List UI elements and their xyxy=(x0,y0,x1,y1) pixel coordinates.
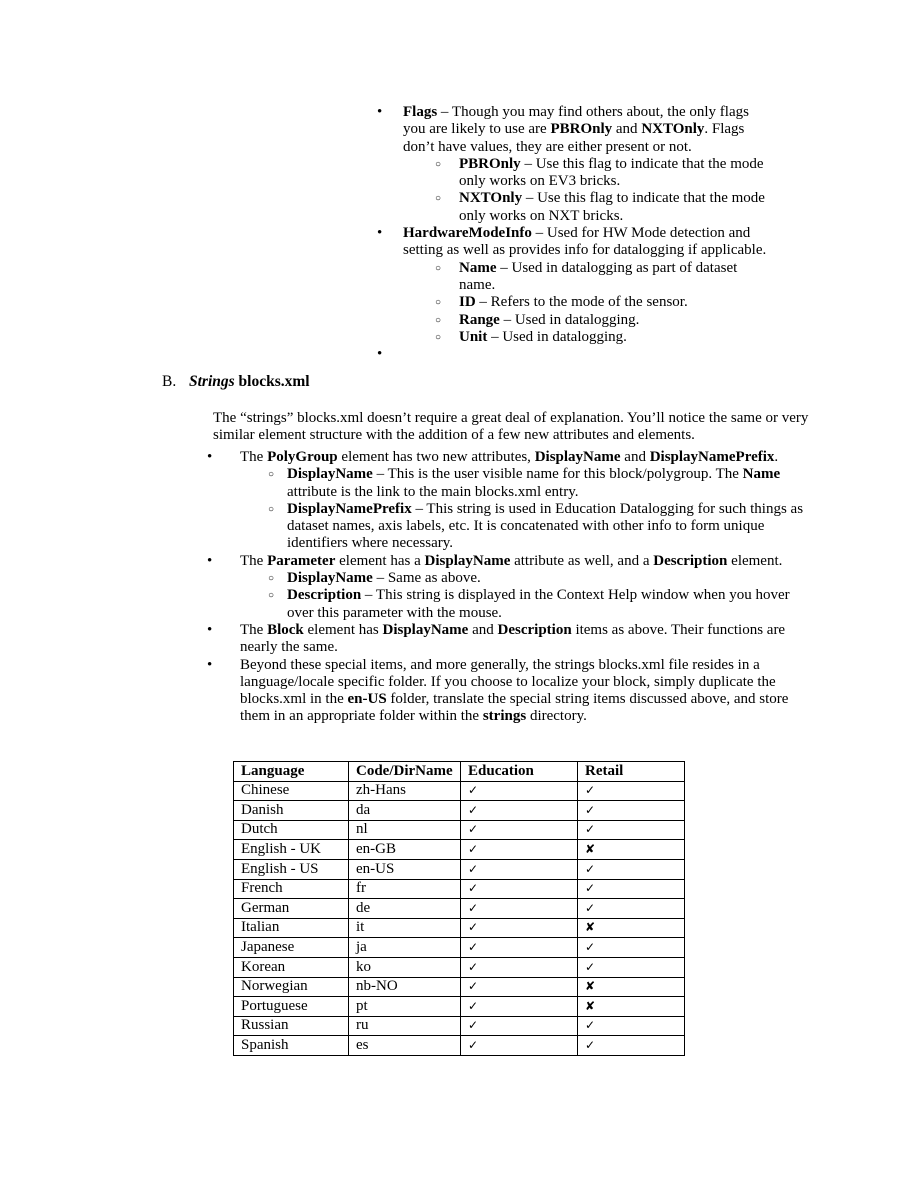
text-run: items as above. Their functions are nearly the same. xyxy=(240,621,786,656)
bold-term: DisplayName xyxy=(287,466,373,483)
text-run: – This string is displayed in the Context Help window when you hover over this parameter with the mouse. xyxy=(287,587,790,621)
bullet-text xyxy=(240,622,807,657)
text-run: directory. xyxy=(526,708,587,725)
table-cell: ru xyxy=(349,1016,461,1036)
text-run: – This is the user visible name for this block/polygroup. The xyxy=(372,466,743,483)
column-header: Language xyxy=(234,762,349,782)
bold-term: Name xyxy=(742,466,781,483)
check-icon: ✓ xyxy=(578,899,685,919)
circle-bullet-icon: ○ xyxy=(435,193,442,205)
check-icon: ✓ xyxy=(461,997,578,1017)
bullet-item xyxy=(207,622,807,657)
sub-bullet-text xyxy=(459,312,771,329)
table-header-row xyxy=(234,762,685,782)
table-body xyxy=(234,781,685,1055)
check-icon: ✓ xyxy=(461,781,578,801)
circle-bullet-icon: ○ xyxy=(435,297,442,309)
table-cell: Korean xyxy=(234,957,349,977)
sub-bullet-item xyxy=(268,501,807,553)
circle-bullet-icon: ○ xyxy=(268,590,275,602)
bold-term: DisplayNamePrefix xyxy=(649,449,775,465)
text-run: Beyond these special items, and more generally, the strings blocks.xml file resides in a language/locale specific folder. If you choose to localize your block, simply duplicate the blocks.xml in the xyxy=(240,656,776,708)
bold-term: Description xyxy=(287,587,362,604)
table-row xyxy=(234,840,685,860)
sub-bullet-item xyxy=(435,190,771,225)
bullet-icon: • xyxy=(207,621,213,638)
table-row xyxy=(234,977,685,997)
table-cell: French xyxy=(234,879,349,899)
text-run: and xyxy=(468,621,498,638)
table-row xyxy=(234,820,685,840)
check-icon: ✓ xyxy=(578,820,685,840)
sub-bullet-item xyxy=(268,570,807,587)
text-run: The xyxy=(240,621,268,638)
table-row xyxy=(234,997,685,1017)
table-row xyxy=(234,859,685,879)
sub-bullet-item xyxy=(435,329,771,346)
column-header: Code/DirName xyxy=(349,762,461,782)
table-row xyxy=(234,1036,685,1056)
table-cell: Danish xyxy=(234,801,349,821)
bold-term: en-US xyxy=(347,691,387,708)
bullet-icon: • xyxy=(377,346,383,363)
bold-term: DisplayName xyxy=(382,621,469,638)
text-run: element. xyxy=(727,552,783,569)
sub-bullet-text xyxy=(287,570,807,587)
text-run: folder, translate the special string items discussed above, and store them in an appropriate folder within the xyxy=(240,691,789,725)
text-run: element has two new attributes, xyxy=(337,449,535,465)
bold-term: Description xyxy=(653,552,728,569)
table-cell: pt xyxy=(349,997,461,1017)
text-run: – Use this flag to indicate that the mode only works on EV3 bricks. xyxy=(459,155,764,190)
check-icon: ✓ xyxy=(578,1036,685,1056)
text-run: – Used in datalogging. xyxy=(487,328,627,345)
cross-icon: ✘ xyxy=(578,840,685,860)
check-icon: ✓ xyxy=(578,781,685,801)
section-title-italic: Strings xyxy=(189,373,235,390)
column-header: Education xyxy=(461,762,578,782)
bold-term: Parameter xyxy=(267,552,336,569)
table-cell: German xyxy=(234,899,349,919)
table-cell: fr xyxy=(349,879,461,899)
bold-term: Flags xyxy=(403,104,438,120)
bold-term: DisplayName xyxy=(424,552,511,569)
check-icon: ✓ xyxy=(461,1016,578,1036)
table-cell: Spanish xyxy=(234,1036,349,1056)
bullet-item xyxy=(207,449,807,466)
table-row xyxy=(234,781,685,801)
circle-bullet-icon: ○ xyxy=(435,314,442,326)
table-cell: English - UK xyxy=(234,840,349,860)
check-icon: ✓ xyxy=(578,1016,685,1036)
bullet-item xyxy=(207,553,807,570)
check-icon: ✓ xyxy=(578,957,685,977)
table-cell: Portuguese xyxy=(234,997,349,1017)
sub-bullet-item xyxy=(268,587,807,622)
text-run: – Used in datalogging as part of dataset name. xyxy=(459,259,738,293)
text-run: element has xyxy=(303,621,383,638)
sub-bullet-item xyxy=(435,294,771,311)
table-cell: Norwegian xyxy=(234,977,349,997)
bold-term: HardwareModeInfo xyxy=(403,225,532,242)
bullet-text xyxy=(240,657,807,726)
sub-bullet-item xyxy=(435,260,771,295)
section-label: B. xyxy=(162,373,177,390)
check-icon: ✓ xyxy=(578,879,685,899)
section-heading xyxy=(162,373,310,390)
sub-bullet-text xyxy=(459,294,771,311)
text-run: . Flags don’t have values, they are either present or not. xyxy=(403,121,745,155)
bullet-text xyxy=(240,449,807,466)
table-row xyxy=(234,918,685,938)
text-run: – Same as above. xyxy=(372,570,481,587)
sub-bullet-text xyxy=(459,156,771,191)
intro-paragraph: The “strings” blocks.xml doesn’t require a great deal of explanation. You’ll notice the same or very similar element structure with the addition of a few new attributes and elements. xyxy=(213,410,809,444)
table-row xyxy=(234,957,685,977)
table-cell: da xyxy=(349,801,461,821)
table-cell: ja xyxy=(349,938,461,958)
text-run: The xyxy=(240,552,268,569)
table-cell: Japanese xyxy=(234,938,349,958)
bold-term: NXTOnly xyxy=(459,190,523,207)
bullet-icon: • xyxy=(377,225,383,242)
text-run: attribute is the link to the main blocks.xml entry. xyxy=(287,483,579,500)
table-cell: Russian xyxy=(234,1016,349,1036)
check-icon: ✓ xyxy=(461,957,578,977)
sub-bullet-text xyxy=(287,587,807,622)
table-row xyxy=(234,879,685,899)
section-title xyxy=(189,373,310,390)
text-run: attribute as well, and a xyxy=(510,552,654,569)
table-cell: Dutch xyxy=(234,820,349,840)
bullet-item xyxy=(377,225,771,260)
text-run: . xyxy=(774,449,779,465)
check-icon: ✓ xyxy=(461,938,578,958)
bold-term: NXTOnly xyxy=(641,121,705,138)
sub-bullet-item xyxy=(435,312,771,329)
text-run: – Use this flag to indicate that the mode only works on NXT bricks. xyxy=(459,190,765,224)
bold-term: Description xyxy=(497,621,572,638)
text-run: – Used for HW Mode detection and setting as well as provides info for datalogging if applicable. xyxy=(403,225,767,259)
table-cell: ko xyxy=(349,957,461,977)
bullet-item xyxy=(377,346,771,363)
bullet-text xyxy=(240,553,807,570)
circle-bullet-icon: ○ xyxy=(435,331,442,343)
check-icon: ✓ xyxy=(461,918,578,938)
check-icon: ✓ xyxy=(578,938,685,958)
check-icon: ✓ xyxy=(461,1036,578,1056)
top-list xyxy=(377,104,771,363)
bullet-text xyxy=(403,104,771,156)
circle-bullet-icon: ○ xyxy=(435,158,442,170)
bullet-icon: • xyxy=(377,104,383,120)
table-row xyxy=(234,801,685,821)
check-icon: ✓ xyxy=(578,859,685,879)
bold-term: ID xyxy=(459,294,476,311)
column-header: Retail xyxy=(578,762,685,782)
check-icon: ✓ xyxy=(461,899,578,919)
bold-term: DisplayName xyxy=(287,570,373,587)
text-run: – Refers to the mode of the sensor. xyxy=(475,294,688,311)
language-table xyxy=(233,761,685,1056)
circle-bullet-icon: ○ xyxy=(268,573,275,585)
table-cell: English - US xyxy=(234,859,349,879)
bold-term: strings xyxy=(482,708,527,725)
text-run: element has a xyxy=(335,552,425,569)
bullet-text xyxy=(403,225,771,260)
text-run: – Though you may find others about, the only flags you are likely to use are xyxy=(403,104,749,138)
check-icon: ✓ xyxy=(461,840,578,860)
table-cell: Italian xyxy=(234,918,349,938)
main-list xyxy=(207,449,807,726)
section-title-rest: blocks.xml xyxy=(234,373,310,390)
check-icon: ✓ xyxy=(461,879,578,899)
table-cell: it xyxy=(349,918,461,938)
sub-bullet-text xyxy=(287,466,807,501)
circle-bullet-icon: ○ xyxy=(435,262,442,274)
bold-term: PBROnly xyxy=(550,121,613,138)
cross-icon: ✘ xyxy=(578,997,685,1017)
sub-bullet-text xyxy=(287,501,807,553)
table-cell: es xyxy=(349,1036,461,1056)
bullet-item xyxy=(377,104,771,156)
table-cell: de xyxy=(349,899,461,919)
text-run: and xyxy=(620,449,650,465)
table-row xyxy=(234,899,685,919)
table-cell: nl xyxy=(349,820,461,840)
sub-bullet-text xyxy=(459,329,771,346)
table-head xyxy=(234,762,685,782)
table-cell: en-US xyxy=(349,859,461,879)
check-icon: ✓ xyxy=(461,859,578,879)
check-icon: ✓ xyxy=(461,801,578,821)
bold-term: PBROnly xyxy=(459,155,521,172)
table-row xyxy=(234,938,685,958)
check-icon: ✓ xyxy=(461,977,578,997)
bullet-icon: • xyxy=(207,656,213,673)
circle-bullet-icon: ○ xyxy=(268,469,275,481)
check-icon: ✓ xyxy=(461,820,578,840)
sub-bullet-item xyxy=(268,466,807,501)
circle-bullet-icon: ○ xyxy=(268,503,275,515)
bold-term: Unit xyxy=(459,328,488,345)
cross-icon: ✘ xyxy=(578,977,685,997)
bold-term: Name xyxy=(459,259,497,276)
sub-bullet-text xyxy=(459,190,771,225)
bold-term: PolyGroup xyxy=(267,449,338,465)
cross-icon: ✘ xyxy=(578,918,685,938)
bold-term: DisplayNamePrefix xyxy=(287,500,412,517)
check-icon: ✓ xyxy=(578,801,685,821)
text-run: The xyxy=(240,449,268,465)
text-run: – This string is used in Education Datalogging for such things as dataset names, axis labels, etc. It is concatenated with other info to form unique identifiers where necessary. xyxy=(287,500,804,552)
table-cell: Chinese xyxy=(234,781,349,801)
bold-term: Range xyxy=(459,311,500,328)
table-row xyxy=(234,1016,685,1036)
text-run: and xyxy=(612,121,642,138)
bullet-icon: • xyxy=(207,449,213,465)
sub-bullet-item xyxy=(435,156,771,191)
table-cell: en-GB xyxy=(349,840,461,860)
bold-term: DisplayName xyxy=(534,449,621,465)
text-run: – Used in datalogging. xyxy=(499,311,640,328)
bold-term: Block xyxy=(267,621,304,638)
table-cell: zh-Hans xyxy=(349,781,461,801)
bullet-icon: • xyxy=(207,552,213,569)
table-cell: nb-NO xyxy=(349,977,461,997)
bullet-item xyxy=(207,657,807,726)
sub-bullet-text xyxy=(459,260,771,295)
